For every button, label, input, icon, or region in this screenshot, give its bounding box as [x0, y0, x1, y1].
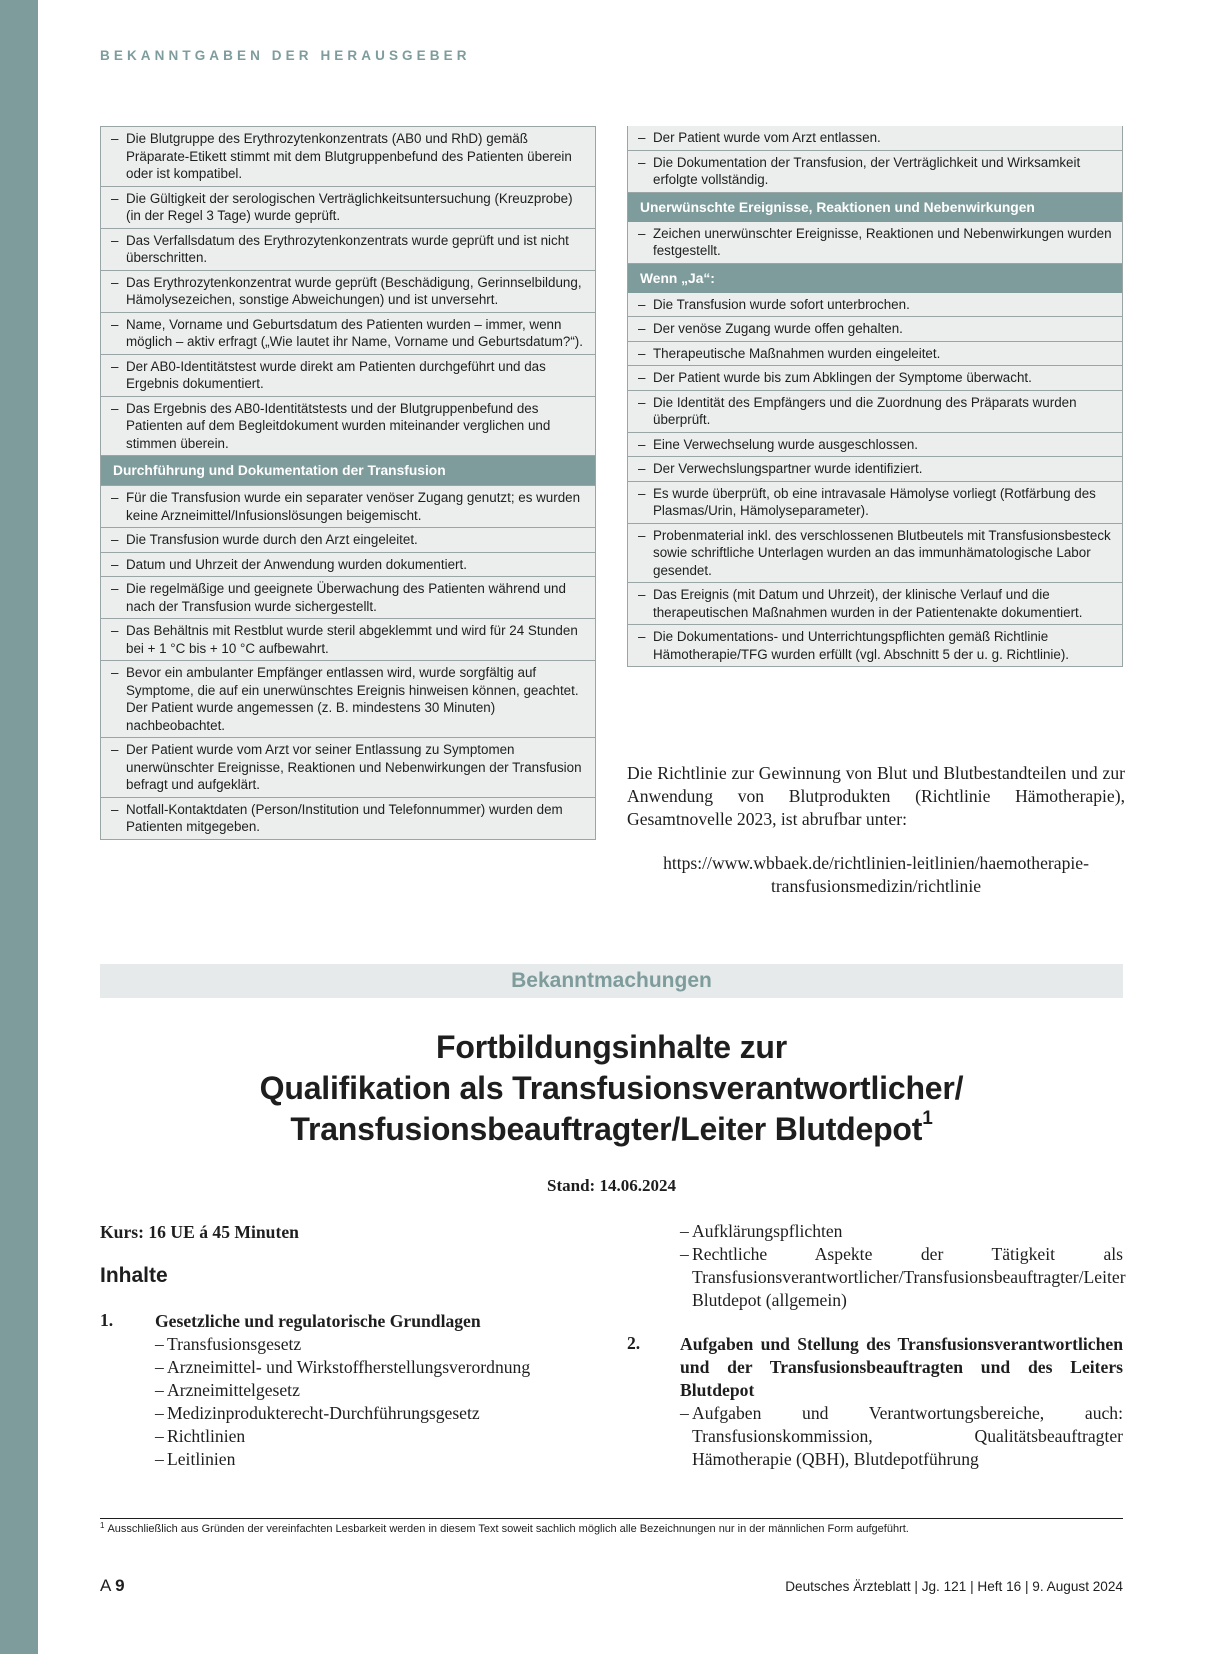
dash-marker: –: [638, 436, 646, 452]
checklist-item-text: Die Blutgruppe des Erythrozytenkonzentrats (AB0 und RhD) gemäß Präparate-Etikett stimmt mit dem Blutgruppenbefund des Patienten überein oder ist kompatibel.: [126, 131, 572, 181]
list-item: – Transfusionsgesetz: [155, 1333, 595, 1356]
title-line-3: [100, 1109, 1123, 1150]
checklist-item-text: Das Behältnis mit Restblut wurde steril abgeklemmt und wird für 24 Stunden bei + 1 °C bis + 10 °C aufbewahrt.: [126, 623, 578, 656]
checklist-item-text: Bevor ein ambulanter Empfänger entlassen wird, wurde sorgfältig auf Symptome, die auf ein unerwünschtes Ereignis hinweisen können, geachtet. Der Patient wurde angemessen (z. B. mindestens 30 Minuten) nachbeobachtet.: [126, 665, 579, 733]
richtlinie-link[interactable]: [627, 852, 1125, 898]
dash-marker: –: [638, 225, 646, 241]
list-item: – Aufgaben und Verantwortungsbereiche, auch: Transfusionskommission, Qualitätsbeauftragter Hämotherapie (QBH), Blutdepotführung: [680, 1402, 1123, 1471]
section-header-adverse-events: Unerwünschte Ereignisse, Reaktionen und Nebenwirkungen: [628, 192, 1122, 222]
checklist-item: [628, 126, 1122, 150]
section-header-transfusion: Durchführung und Dokumentation der Transfusion: [101, 455, 595, 485]
checklist-item-text: Für die Transfusion wurde ein separater venöser Zugang genutzt; es wurden keine Arzneimittel/Infusionslösungen beigemischt.: [126, 490, 581, 523]
list-item: – Medizinprodukterecht-Durchführungsgesetz: [155, 1402, 595, 1425]
section-1-list: [155, 1333, 595, 1471]
dash-marker: –: [111, 131, 119, 146]
dash-marker: –: [111, 274, 119, 290]
list-item: – Arzneimittel- und Wirkstoffherstellungsverordnung: [155, 1356, 595, 1379]
section-2-list: [680, 1402, 1123, 1471]
checklist-item-text: Der AB0-Identitätstest wurde direkt am Patienten durchgeführt und das Ergebnis dokumentiert.: [126, 358, 546, 391]
dash-marker: –: [638, 154, 646, 170]
checklist-item: [101, 270, 595, 312]
course-info: Kurs: 16 UE á 45 Minuten: [100, 1222, 299, 1242]
dash-marker: –: [111, 358, 119, 374]
page-number-value: 9: [115, 1576, 125, 1595]
checklist-item: [101, 576, 595, 618]
title-line-2: Qualifikation als Transfusionsverantwortlicher/: [259, 1070, 964, 1106]
checklist-item-text: Die Gültigkeit der serologischen Verträglichkeitsuntersuchung (Kreuzprobe) (in der Regel 3 Tage) wurde geprüft.: [126, 190, 573, 223]
journal-citation: Deutsches Ärzteblatt | Jg. 121 | Heft 16 | 9. August 2024: [785, 1579, 1123, 1594]
checklist-item: [628, 432, 1122, 457]
dash-marker: –: [638, 370, 646, 385]
checklist-item: [101, 354, 595, 396]
checklist-item-text: Es wurde überprüft, ob eine intravasale Hämolyse vorliegt (Rotfärbung des Plasmas/Urin, Hämolyseparameter).: [653, 485, 1096, 518]
checklist-item: [628, 316, 1122, 341]
announcement-band-title: Bekanntmachungen: [511, 969, 712, 992]
dash-marker: –: [638, 485, 646, 501]
checklist-item-text: Der venöse Zugang wurde offen gehalten.: [653, 321, 903, 336]
dash-marker: –: [638, 130, 646, 145]
checklist-item-text: Zeichen unerwünschter Ereignisse, Reaktionen und Nebenwirkungen wurden festgestellt.: [653, 225, 1112, 258]
checklist-item: [628, 293, 1122, 317]
stand-date: Stand: 14.06.2024: [547, 1176, 676, 1195]
checklist-item-text: Notfall-Kontaktdaten (Person/Institution und Telefonnummer) wurden dem Patienten mitgegeben.: [126, 801, 563, 834]
checklist-item: [628, 481, 1122, 523]
title-line-1: Fortbildungsinhalte zur: [436, 1029, 787, 1065]
checklist-item-text: Die Dokumentations- und Unterrichtungspflichten gemäß Richtlinie Hämotherapie/TFG wurden erfüllt (vgl. Abschnitt 5 der u. g. Richtlinie).: [653, 629, 1070, 662]
dash-marker: –: [638, 587, 646, 602]
checklist-item: [628, 582, 1122, 624]
section-2-number: 2.: [627, 1333, 641, 1353]
checklist-left: [100, 126, 596, 840]
checklist-item: [101, 126, 595, 186]
dash-marker: –: [111, 190, 119, 206]
checklist-item: [101, 552, 595, 577]
section-1-list-continued: [680, 1220, 1126, 1312]
checklist-item: [101, 660, 595, 737]
side-color-bar: [0, 0, 38, 1654]
list-item: – Leitlinien: [155, 1448, 595, 1471]
dash-marker: –: [638, 461, 646, 476]
checklist-item: [101, 228, 595, 270]
dash-marker: –: [111, 316, 119, 332]
checklist-item: [101, 618, 595, 660]
checklist-item-text: Probenmaterial inkl. des verschlossenen Blutbeutels mit Transfusionsbesteck sowie schriftliche Unterlagen wurden an das immunhämatologische Labor gesendet.: [653, 527, 1111, 578]
page-number: [100, 1576, 125, 1596]
checklist-item-text: Der Patient wurde bis zum Abklingen der Symptome überwacht.: [653, 370, 1032, 385]
checklist-item-text: Das Erythrozytenkonzentrat wurde geprüft (Beschädigung, Gerinnselbildung, Hämolysezeichen, sonstige Abweichungen) und ist unversehrt.: [126, 274, 582, 307]
section-2-heading: Aufgaben und Stellung des Transfusionsverantwortlichen und der Transfusionsbeauftragten und des Leiters Blutdepot: [680, 1334, 1123, 1400]
dash-marker: –: [111, 532, 119, 547]
checklist-item-text: Das Verfallsdatum des Erythrozytenkonzentrats wurde geprüft und ist nicht überschritten.: [126, 232, 569, 265]
title-footnote-mark: 1: [922, 1108, 933, 1129]
checklist-item: [628, 341, 1122, 366]
article-title: [100, 1027, 1123, 1150]
checklist-item-text: Das Ereignis (mit Datum und Uhrzeit), der klinische Verlauf und die therapeutischen Maßnahmen wurden in der Patientenakte dokumentiert.: [653, 587, 1083, 620]
checklist-item: [101, 186, 595, 228]
list-item: – Rechtliche Aspekte der Tätigkeit als Transfusionsverantwortlicher/Transfusionsbeauftragter/Leiter Blutdepot (allgemein): [680, 1243, 1123, 1312]
dash-marker: –: [111, 400, 119, 416]
checklist-item-text: Die regelmäßige und geeignete Überwachung des Patienten während und nach der Transfusion wurde sichergestellt.: [126, 581, 566, 614]
checklist-item: [101, 485, 595, 527]
checklist-item-text: Die Transfusion wurde durch den Arzt eingeleitet.: [126, 532, 418, 547]
richtlinie-paragraph: Die Richtlinie zur Gewinnung von Blut und Blutbestandteilen und zur Anwendung von Blutprodukten (Richtlinie Hämotherapie), Gesamtnovelle 2023, ist abrufbar unter:: [627, 763, 1125, 829]
dash-marker: –: [111, 623, 119, 638]
checklist-item-text: Name, Vorname und Geburtsdatum des Patienten wurden – immer, wenn möglich – aktiv erfragt („Wie lautet ihr Name, Vorname und Geburtsdatum?“).: [126, 316, 583, 349]
dash-marker: –: [638, 629, 646, 644]
checklist-item-text: Der Patient wurde vom Arzt vor seiner Entlassung zu Symptomen unerwünschter Ereignisse, Reaktionen und Nebenwirkungen der Transfusion befragt und aufgeklärt.: [126, 742, 582, 792]
checklist-item-text: Die Dokumentation der Transfusion, der Verträglichkeit und Wirksamkeit erfolgte vollständig.: [653, 154, 1081, 187]
checklist-item: [628, 456, 1122, 481]
checklist-item: [628, 523, 1122, 583]
checklist-item-text: Der Verwechslungspartner wurde identifiziert.: [653, 461, 923, 476]
section-header-if-yes: Wenn „Ja“:: [628, 263, 1122, 293]
running-header: BEKANNTGABEN DER HERAUSGEBER: [100, 48, 471, 63]
footnote-text: Ausschließlich aus Gründen der vereinfachten Lesbarkeit werden in diesem Text soweit sachlich möglich alle Bezeichnungen nur in der männlichen Form aufgeführt.: [107, 1523, 909, 1535]
list-item: – Richtlinien: [155, 1425, 595, 1448]
checklist-item: [101, 396, 595, 456]
checklist-item: [101, 527, 595, 552]
dash-marker: –: [638, 527, 646, 543]
checklist-item-text: Eine Verwechselung wurde ausgeschlossen.: [653, 436, 919, 452]
checklist-item: [628, 150, 1122, 192]
dash-marker: –: [638, 394, 646, 410]
checklist-item-text: Das Ergebnis des AB0-Identitätstests und der Blutgruppenbefund des Patienten auf dem Begleitdokument wurden miteinander verglichen und stimmen überein.: [126, 400, 551, 451]
checklist-item-text: Therapeutische Maßnahmen wurden eingeleitet.: [653, 345, 941, 361]
checklist-item-text: Der Patient wurde vom Arzt entlassen.: [653, 130, 881, 145]
checklist-item-text: Die Transfusion wurde sofort unterbrochen.: [653, 296, 910, 312]
checklist-item: [101, 737, 595, 797]
footnote: [100, 1522, 1123, 1536]
checklist-right: [627, 126, 1123, 667]
dash-marker: –: [111, 581, 119, 596]
dash-marker: –: [638, 345, 646, 361]
checklist-item: [101, 312, 595, 354]
richtlinie-url-line-1: https://www.wbbaek.de/richtlinien-leitlinien/haemotherapie-: [663, 853, 1089, 873]
section-1-heading: Gesetzliche und regulatorische Grundlagen: [155, 1311, 481, 1331]
list-item: – Aufklärungspflichten: [680, 1220, 1123, 1243]
page-prefix: A: [100, 1576, 111, 1595]
checklist-item: [628, 365, 1122, 390]
dash-marker: –: [638, 321, 646, 336]
dash-marker: –: [111, 801, 119, 817]
checklist-item: [101, 797, 595, 839]
dash-marker: –: [111, 556, 119, 572]
list-item: – Arzneimittelgesetz: [155, 1379, 595, 1402]
section-1-number: 1.: [100, 1310, 114, 1330]
checklist-item-text: Die Identität des Empfängers und die Zuordnung des Präparats wurden überprüft.: [653, 394, 1077, 427]
footnote-mark: 1: [100, 1521, 105, 1530]
dash-marker: –: [111, 665, 119, 680]
contents-heading: Inhalte: [100, 1264, 168, 1287]
footnote-divider: [100, 1518, 1123, 1519]
dash-marker: –: [111, 232, 119, 248]
dash-marker: –: [111, 490, 119, 505]
checklist-item-text: Datum und Uhrzeit der Anwendung wurden dokumentiert.: [126, 556, 467, 572]
checklist-item: [628, 624, 1122, 666]
checklist-item: [628, 390, 1122, 432]
title-line-3-text: Transfusionsbeauftragter/Leiter Blutdepot: [290, 1111, 923, 1147]
dash-marker: –: [111, 742, 119, 757]
checklist-item: [628, 222, 1122, 263]
richtlinie-url-line-2: transfusionsmedizin/richtlinie: [770, 876, 982, 896]
dash-marker: –: [638, 296, 646, 312]
